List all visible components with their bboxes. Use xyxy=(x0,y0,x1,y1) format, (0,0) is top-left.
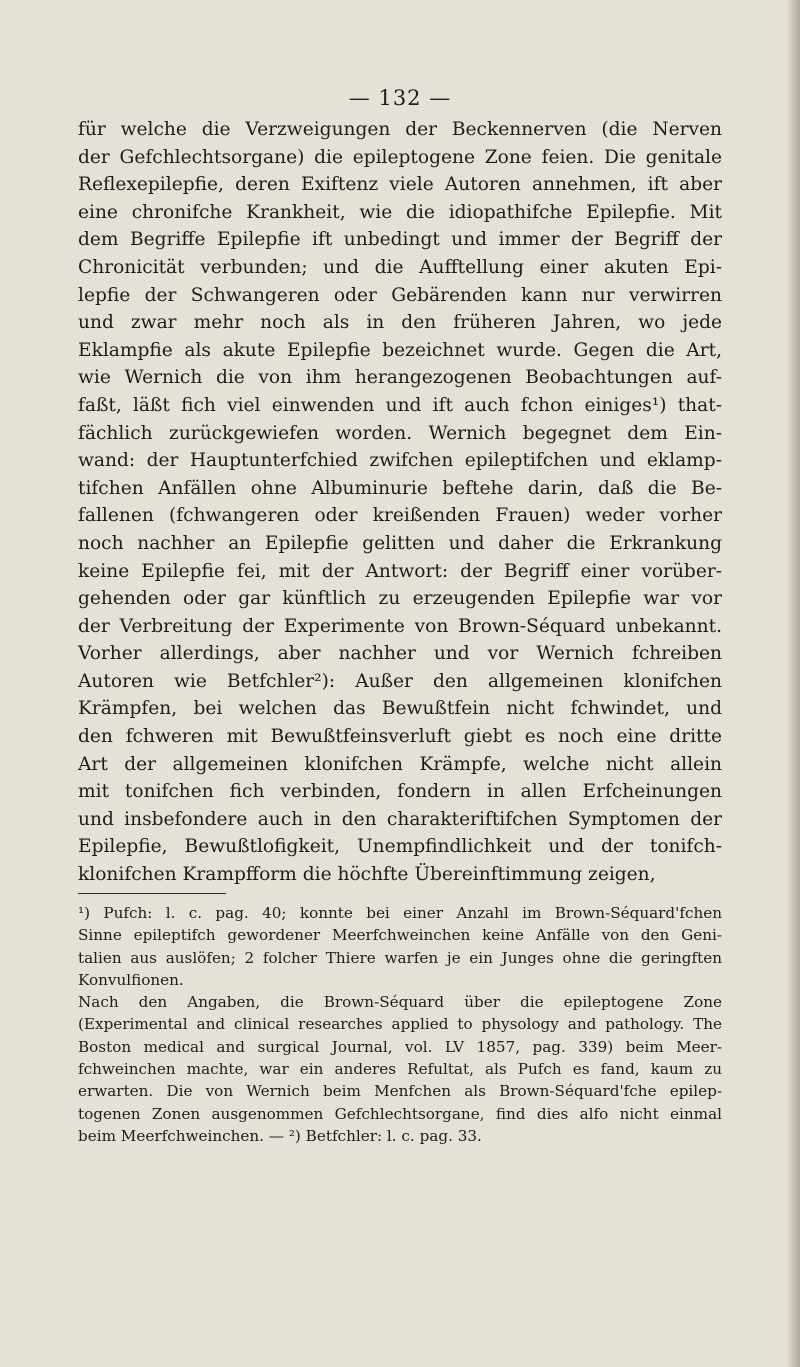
page-number: — 132 — xyxy=(348,86,452,110)
text-line: der Gefchlechtsorgane) die epileptogene Zone feien. Die genitale xyxy=(78,146,722,168)
footnote-line: Nach den Angaben, die Brown-Séquard über die epileptogene Zone xyxy=(78,993,722,1012)
text-line: keine Epilepfie fei, mit der Antwort: der Begriff einer vorüber- xyxy=(78,560,722,582)
text-line: Vorher allerdings, aber nachher und vor Wernich fchreiben xyxy=(78,643,722,665)
text-line: noch nachher an Epilepfie gelitten und daher die Erkrankung xyxy=(78,532,722,554)
text-line: Art der allgemeinen klonifchen Krämpfe, welche nicht allein xyxy=(78,753,722,775)
text-line: gehenden oder gar künftlich zu erzeugenden Epilepfie war vor xyxy=(78,588,722,610)
footnote-line: fchweinchen machte, war ein anderes Refultat, als Pufch es fand, kaum zu xyxy=(78,1060,722,1079)
footnote-line: Konvulfionen. xyxy=(78,970,184,989)
footnote-line: ¹) Pufch: l. c. pag. 40; konnte bei einer Anzahl im Brown-Séquard'fchen xyxy=(78,904,722,922)
text-line: mit tonifchen fich verbinden, fondern in allen Erfcheinungen xyxy=(78,781,722,803)
footnote-line: Sinne epileptifch gewordener Meerfchweinchen keine Anfälle von den Geni- xyxy=(78,926,722,945)
footnote-line: beim Meerfchweinchen. — ²) Betfchler: l. c. pag. 33. xyxy=(78,1126,482,1145)
text-line: Krämpfen, bei welchen das Bewußtfein nicht fchwindet, und xyxy=(78,698,722,720)
text-line: wie Wernich die von ihm herangezogenen Beobachtungen auf- xyxy=(78,367,722,389)
footnote-line: talien aus auslöfen; 2 folcher Thiere warfen je ein Junges ohne die geringften xyxy=(78,948,722,967)
text-line: faßt, läßt fich viel einwenden und ift auch fchon einiges¹) that- xyxy=(78,394,722,416)
footnote-line: (Experimental and clinical researches applied to physology and pathology. The xyxy=(78,1015,722,1034)
text-line: Autoren wie Betfchler²): Außer den allgemeinen klonifchen xyxy=(78,670,722,692)
text-line: Reflexepilepfie, deren Exiftenz viele Autoren annehmen, ift aber xyxy=(78,174,722,196)
page-edge-shadow xyxy=(786,0,800,1367)
footnote-line: erwarten. Die von Wernich beim Menfchen als Brown-Séquard'fche epilep- xyxy=(78,1082,722,1101)
text-line: fallenen (fchwangeren oder kreißenden Frauen) weder vorher xyxy=(78,505,722,527)
text-line: lepfie der Schwangeren oder Gebärenden kann nur verwirren xyxy=(78,284,722,306)
text-line: und insbefondere auch in den charakteriftifchen Symptomen der xyxy=(78,808,722,830)
footnotes xyxy=(78,902,722,1147)
footnote-separator xyxy=(78,893,226,894)
text-line: den fchweren mit Bewußtfeinsverluft giebt es noch eine dritte xyxy=(78,726,722,748)
text-line: eine chronifche Krankheit, wie die idiopathifche Epilepfie. Mit xyxy=(78,201,722,223)
text-line: Epilepfie, Bewußtlofigkeit, Unempfindlichkeit und der tonifch- xyxy=(78,836,722,858)
text-line: wand: der Hauptunterfchied zwifchen epileptifchen und eklamp- xyxy=(78,450,722,472)
text-line: Eklampfie als akute Epilepfie bezeichnet wurde. Gegen die Art, xyxy=(78,339,722,361)
text-line: für welche die Verzweigungen der Beckennerven (die Nerven xyxy=(78,119,722,140)
main-text xyxy=(78,116,722,889)
text-line: der Verbreitung der Experimente von Brown-Séquard unbekannt. xyxy=(78,615,722,637)
text-line: fächlich zurückgewiefen worden. Wernich begegnet dem Ein- xyxy=(78,422,722,444)
text-line: und zwar mehr noch als in den früheren Jahren, wo jede xyxy=(78,312,722,334)
text-line: Chronicität verbunden; und die Aufftellung einer akuten Epi- xyxy=(78,256,722,278)
text-line: dem Begriffe Epilepfie ift unbedingt und immer der Begriff der xyxy=(78,229,722,251)
footnote-line: togenen Zonen ausgenommen Gefchlechtsorgane, find dies alfo nicht einmal xyxy=(78,1104,722,1123)
text-line: tifchen Anfällen ohne Albuminurie beftehe darin, daß die Be- xyxy=(78,477,722,499)
text-line: klonifchen Krampfform die höchfte Übereinftimmung zeigen, xyxy=(78,864,656,886)
footnote-line: Boston medical and surgical Journal, vol. LV 1857, pag. 339) beim Meer- xyxy=(78,1037,722,1056)
